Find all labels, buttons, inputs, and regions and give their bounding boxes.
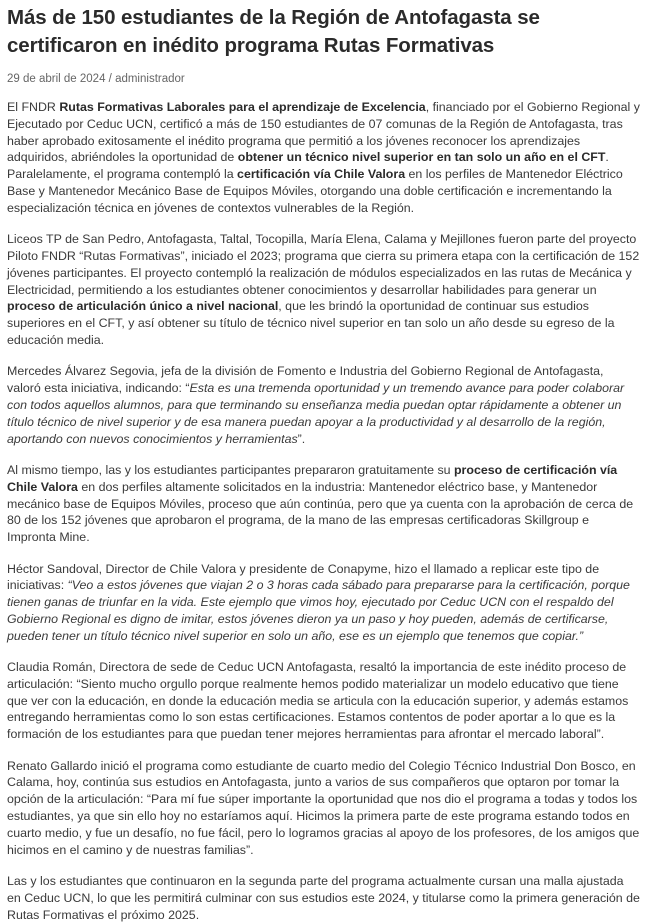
text-run: en los perfiles de Mantenedor Eléctrico Base y Mantenedor Mecánico Base de Equipos Móviles, otorgando una doble certificación e incrementando la especialización técnica en jóvenes de contextos vulnerables de la Región. [7,167,623,215]
paragraph-7 [7,758,640,859]
paragraph-8 [7,873,640,923]
text-run: Renato Gallardo inició el programa como estudiante de cuarto medio del Colegio Técnico Industrial Don Bosco, en Calama, hoy, continúa sus estudios en Antofagasta, junto a varios de sus compañeros que optaron por tomar la opción de la articulación: “Para mí fue súper importante la oportunidad que nos dio el programa a todas y todos los estudiantes, ya que sin ello hoy no estaríamos aquí. Hicimos la primera parte de este programa estando todos en cuarto medio, y fue un desafío, no fue fácil, pero lo logramos gracias al apoyo de los profesores, de los amigos que hicimos en el camino y de nuestras familias”. [7,758,640,857]
text-run: El FNDR [7,100,60,114]
text-run: . Paralelamente, el programa contempló la [7,150,609,182]
article-title: Más de 150 estudiantes de la Región de Antofagasta se certificaron en inédito programa Rutas Formativas [7,6,540,57]
text-run: Liceos TP de San Pedro, Antofagasta, Taltal, Tocopilla, María Elena, Calama y Mejillones fueron parte del proyecto Piloto FNDR “Rutas Formativas”, iniciado el 2023; programa que cierra su primera etapa con la certificación de 152 jóvenes participantes. El proyecto contempló la realización de módulos especializados en las rutas de Mecánica y Electricidad, permitiendo a los estudiantes obtener conocimientos y desarrollar habilidades para generar un [7,232,640,297]
text-run: Al mismo tiempo, las y los estudiantes participantes prepararon gratuitamente su [7,462,454,477]
paragraph-6 [7,659,640,743]
text-run: Claudia Román, Directora de sede de Ceduc UCN Antofagasta, resaltó la importancia de este inédito proceso de articulación: “Siento mucho orgullo porque realmente hemos podido materializar un modelo educativo que tiene que ver con la educación, en donde la educación media se articula con la educación superior, y además estamos entregando herramientas como lo son estas certificaciones. Estamos contentos de poder aportar a lo que es la formación de los estudiantes para que puedan tener mejores herramientas para afrontar el mercado laboral”. [7,660,629,742]
emphasis-bold: obtener un técnico nivel superior en tan solo un año en el CFT [237,150,606,165]
text-run: en dos perfiles altamente solicitados en la industria: Mantenedor eléctrico base, y Mantenedor mecánico base de Equipos Móviles, proceso que aún continúa, pero que ya cuenta con la aprobación de cerca de 80 de los 152 jóvenes que aprobaron el programa, de la mano de las empresas certificadoras Skillgroup e Impronta Mine. [7,479,634,545]
text-run: Mercedes Álvarez Segovia, jefa de la división de Fomento e Industria del Gobierno Regional de Antofagasta, valoró esta iniciativa, indicando: “ [7,364,604,396]
paragraph-3 [7,363,640,447]
emphasis-bold: proceso de articulación único a nivel nacional [7,299,279,314]
author-link[interactable]: administrador [115,73,185,85]
emphasis-bold: proceso de certificación vía Chile Valora [7,462,618,494]
paragraph-1 [7,99,640,217]
article-meta [7,72,640,87]
emphasis-bold: certificación vía Chile Valora [237,167,406,182]
text-run: , que les brindó la oportunidad de continuar sus estudios superiores en el CFT, y así obtener su título de técnico nivel superior en tan solo un año desde su egreso de la educación media. [7,299,615,347]
quote-italic: Esta es una tremenda oportunidad y un tremendo avance para poder colaborar con todos aquellos alumnos, para que terminando su enseñanza media puedan optar rápidamente a obtener un título técnico de nivel superior y de esa manera puedan apoyar a la productividad y al desarrollo de la región, aportando con nuevos conocimientos y herramientas [7,381,625,446]
paragraph-2 [7,231,640,349]
text-run: Las y los estudiantes que continuaron en la segunda parte del programa actualmente cursan una malla ajustada en Ceduc UCN, lo que les permitirá culminar con sus estudios este 2024, y titularse como la primera generación de Rutas Formativas el próximo 2025. [7,874,640,922]
emphasis-bold: Rutas Formativas Laborales para el aprendizaje de Excelencia [59,100,426,114]
text-run: , financiado por el Gobierno Regional y Ejecutado por Ceduc UCN, certificó a más de 150 estudiantes de 07 comunas de la Región de Antofagasta, tras haber aprobado exitosamente el inédito programa que permitió a los jóvenes reconocer los aprendizajes adquiridos, abriéndoles la oportunidad de [7,100,640,165]
text-run: Héctor Sandoval, Director de Chile Valora y presidente de Conapyme, hizo el llamado a replicar este tipo de iniciativas: [7,561,600,593]
paragraph-4 [7,462,640,546]
publish-date: 29 de abril de 2024 [7,73,106,85]
meta-separator: / [105,73,116,85]
article-body [7,99,640,923]
paragraph-5 [7,561,640,645]
quote-italic: “Veo a estos jóvenes que viajan 2 o 3 horas cada sábado para prepararse para la certificación, porque tienen ganas de triunfar en la vida. Este ejemplo que vimos hoy, ejecutado por Ceduc UCN con el respaldo del Gobierno Regional es digno de imitar, estos jóvenes dieron ya un paso y hoy pueden, además de certificarse, pueden tener un título técnico nivel superior en solo un año, ese es un ejemplo que tenemos que copiar.” [7,578,630,643]
text-run: ”. [297,431,306,446]
